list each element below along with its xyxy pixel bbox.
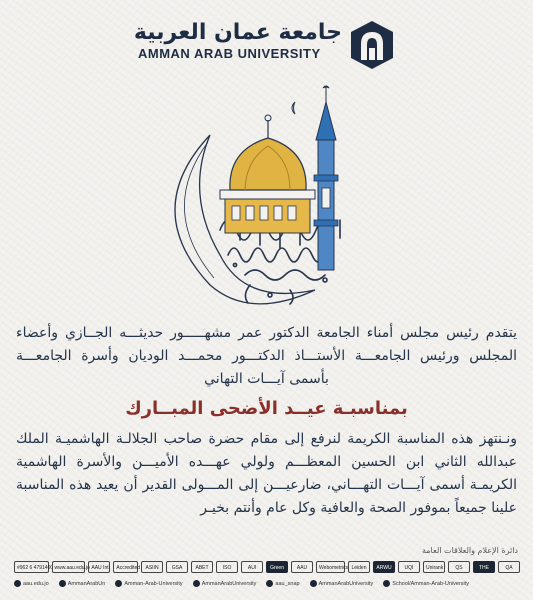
social-links — [14, 580, 520, 587]
youtube-icon — [115, 580, 122, 587]
badge: www.aau.edu.jo — [52, 561, 86, 573]
x-icon — [59, 580, 66, 587]
university-arch-logo — [349, 20, 395, 70]
badge: Unirank — [423, 561, 445, 573]
accreditation-badges — [14, 560, 520, 574]
badge: Webometrics — [316, 561, 345, 573]
badge: THE — [473, 561, 495, 573]
university-header — [0, 14, 533, 72]
university-name-arabic: جامعة عمان العربية — [133, 20, 342, 45]
social-link-x[interactable]: AmmanArabUn — [59, 580, 106, 587]
social-link-youtube[interactable]: Amman-Arab-University — [115, 580, 182, 587]
globe-icon — [14, 580, 21, 587]
snapchat-icon — [266, 580, 273, 587]
eid-title: بمناسبـة عيــد الأضحى المبــارك — [125, 398, 408, 419]
social-link-snapchat[interactable]: aau_snap — [266, 580, 299, 587]
footer — [14, 560, 520, 592]
badge: QA — [498, 561, 520, 573]
badge: UQI — [398, 561, 420, 573]
badge: Green — [266, 561, 288, 573]
linkedin-icon — [383, 580, 390, 587]
instagram-icon — [193, 580, 200, 587]
social-link-linkedin[interactable]: School/Amman-Arab-University — [383, 580, 469, 587]
department-signature: دائرة الإعلام والعلاقات العامة — [421, 546, 518, 555]
greeting-intro: يتقدم رئيس مجلس أمناء الجامعة الدكتور عمر مشهـــــور حديثـــه الجــازي وأعضاء المجلس ورئيس الجامعـــة الأستـــاذ الدكتـــور محمـــد الوديان وأسرة الجامعـــة بأسمى آيـــات التهاني — [16, 325, 517, 387]
mosque-crescent-calligraphy-illustration — [150, 80, 390, 320]
badge: ABET — [191, 561, 213, 573]
greeting-body: ونـنتهز هذه المناسبة الكريمة لنرفع إلى مقام حضرة صاحب الجلالـة الهاشميـة الملك عبدالله الثاني ابن الحسين المعظـــم ولولي عهـــده الأميـــن والأسرة الهاشمية الكريمـة أسمى آيـــات التهـــاني، ضارعيـــن إلى المـــولى القدير أن يعيد هذه المناسبة علينا جميعاً بموفور الصحة والعافية وكل عام وأنتم بخيـر — [16, 431, 517, 516]
social-link-instagram[interactable]: AmmanArabUniversity — [193, 580, 257, 587]
badge: QS — [448, 561, 470, 573]
badge: ARWU — [373, 561, 395, 573]
social-link-website[interactable]: aau.edu.jo — [14, 580, 49, 587]
badge: GSA — [166, 561, 188, 573]
badge: AAU — [291, 561, 313, 573]
university-name-english: AMMAN ARAB UNIVERSITY — [138, 46, 321, 61]
badge: AAU Int — [88, 561, 110, 573]
badge: AUI — [241, 561, 263, 573]
badge: Leiden — [348, 561, 370, 573]
badge: ISO — [216, 561, 238, 573]
badge: Accredited — [113, 561, 138, 573]
social-link-tiktok[interactable]: AmmanArabUniversity — [310, 580, 374, 587]
badge: ASIIN — [141, 561, 163, 573]
badge: #962 6 4791400 — [14, 561, 49, 573]
tiktok-icon — [310, 580, 317, 587]
